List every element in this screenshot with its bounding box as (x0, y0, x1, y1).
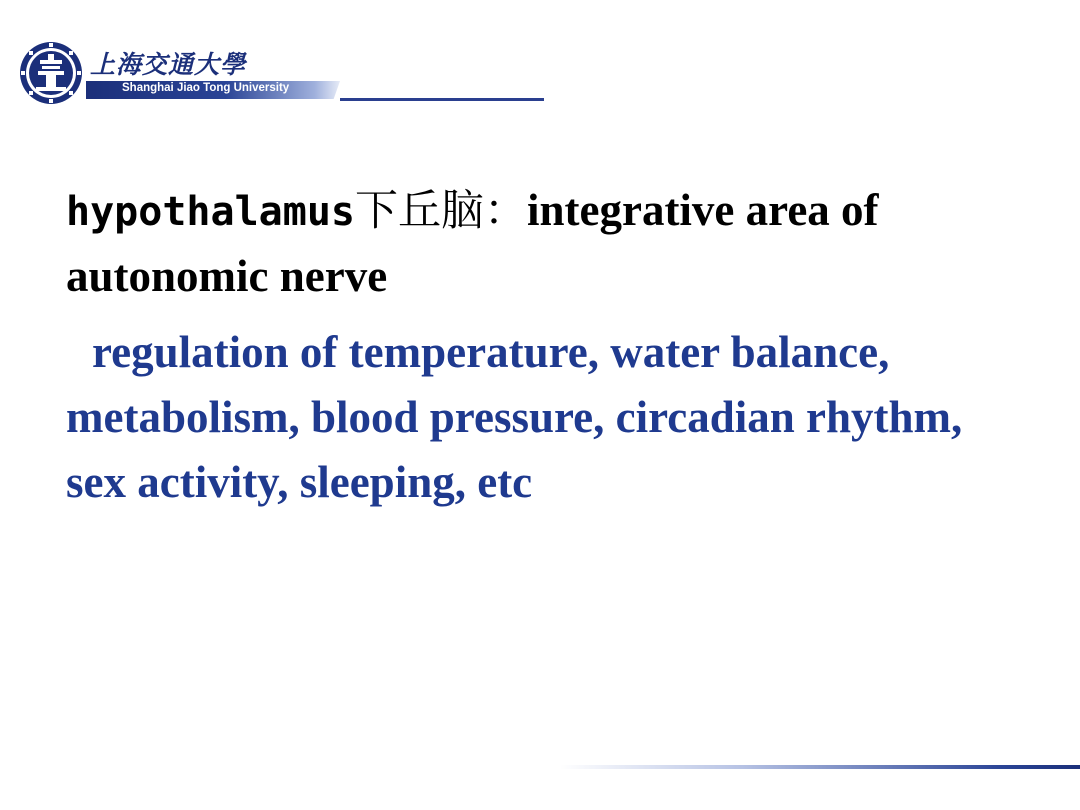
heading-term: hypothalamus (66, 189, 355, 235)
university-seal-icon (18, 40, 84, 106)
header-rule-line (340, 98, 544, 101)
slide-heading (66, 178, 1026, 308)
slide-content (66, 178, 1026, 515)
slide-body-text: regulation of temperature, water balance, metabolism, blood pressure, circadian rhythm, sex activity, sleeping, etc (66, 327, 963, 507)
slide-header (0, 0, 1080, 120)
heading-chinese: 下丘脑： (354, 186, 527, 236)
footer-rule-line (560, 765, 1080, 769)
university-name-english: Shanghai Jiao Tong University (122, 82, 290, 94)
university-name-chinese: 上海交通大學 (90, 50, 247, 79)
heading-description: integrative area of autonomic nerve (66, 185, 879, 301)
